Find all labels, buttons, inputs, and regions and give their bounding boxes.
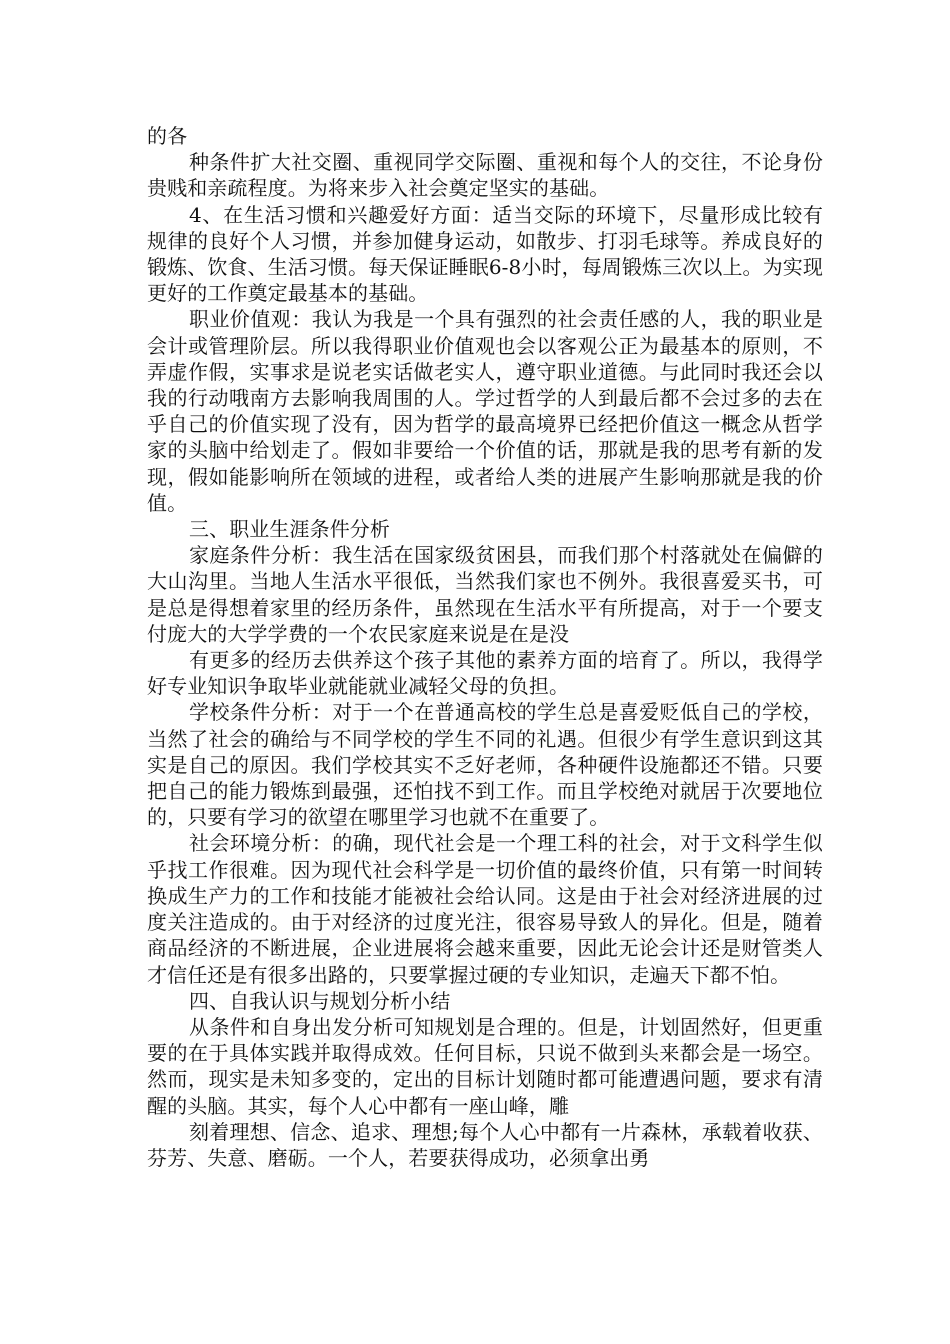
paragraph-3: 4、在生活习惯和兴趣爱好方面：适当交际的环境下，尽量形成比较有规律的良好个人习惯，并参加健身运动，如散步、打羽毛球等。养成良好的锻炼、饮食、生活习惯。每天保证睡眠6-8小时，每周锻炼三次以上。为实现更好的工作奠定最基本的基础。 [147, 202, 823, 306]
paragraph-2: 种条件扩大社交圈、重视同学交际圈、重视和每个人的交往，不论身份贵贱和亲疏程度。为将来步入社会奠定坚实的基础。 [147, 150, 823, 201]
paragraph-11: 从条件和自身出发分析可知规划是合理的。但是，计划固然好，但更重要的在于具体实践并取得成效。任何目标，只说不做到头来都会是一场空。然而，现实是未知多变的，定出的目标计划随时都可能遭遇问题，要求有清醒的头脑。其实，每个人心中都有一座山峰，雕 [147, 1014, 823, 1118]
paragraph-4: 职业价值观：我认为我是一个具有强烈的社会责任感的人，我的职业是会计或管理阶层。所以我得职业价值观也会以客观公正为最基本的原则，不弄虚作假，实事求是说老实话做老实人，遵守职业道德。与此同时我还会以我的行动哦南方去影响我周围的人。学过哲学的人到最后都不会过多的去在乎自己的价值实现了没有，因为哲学的最高境界已经把价值这一概念从哲学家的头脑中给划走了。假如非要给一个价值的话，那就是我的思考有新的发现，假如能影响所在领域的进程，或者给人类的进展产生影响那就是我的价值。 [147, 307, 823, 515]
paragraph-9: 社会环境分析：的确，现代社会是一个理工科的社会，对于文科学生似乎找工作很难。因为现代社会科学是一切价值的最终价值，只有第一时间转换成生产力的工作和技能才能被社会给认同。这是由于社会对经济进展的过度关注造成的。由于对经济的过度光注，很容易导致人的异化。但是，随着商品经济的不断进展，企业进展将会越来重要，因此无论会计还是财管类人才信任还是有很多出路的，只要掌握过硬的专业知识，走遍天下都不怕。 [147, 831, 823, 987]
paragraph-6: 家庭条件分析：我生活在国家级贫困县，而我们那个村落就处在偏僻的大山沟里。当地人生活水平很低，当然我们家也不例外。我很喜爱买书，可是总是得想着家里的经历条件，虽然现在生活水平有所提高，对于一个要支付庞大的大学学费的一个农民家庭来说是在是没 [147, 543, 823, 646]
document-page [147, 123, 823, 1171]
paragraph-12: 刻着理想、信念、追求、理想;每个人心中都有一片森林，承载着收获、芬芳、失意、磨砺。一个人，若要获得成功，必须拿出勇 [147, 1119, 823, 1170]
paragraph-1: 的各 [147, 124, 188, 148]
paragraph-8: 学校条件分析：对于一个在普通高校的学生总是喜爱贬低自己的学校，当然了社会的确给与不同学校的学生不同的礼遇。但很少有学生意识到这其实是自己的原因。我们学校其实不乏好老师，各种硬件设施都还不错。只要把自己的能力锻炼到最强，还怕找不到工作。而且学校绝对就居于次要地位的，只要有学习的欲望在哪里学习也就不在重要了。 [147, 700, 823, 830]
section-heading-4: 四、自我认识与规划分析小结 [189, 988, 451, 1013]
section-heading-3: 三、职业生涯条件分析 [189, 517, 390, 542]
paragraph-7: 有更多的经历去供养这个孩子其他的素养方面的培育了。所以，我得学好专业知识争取毕业就能就业减轻父母的负担。 [147, 648, 823, 699]
